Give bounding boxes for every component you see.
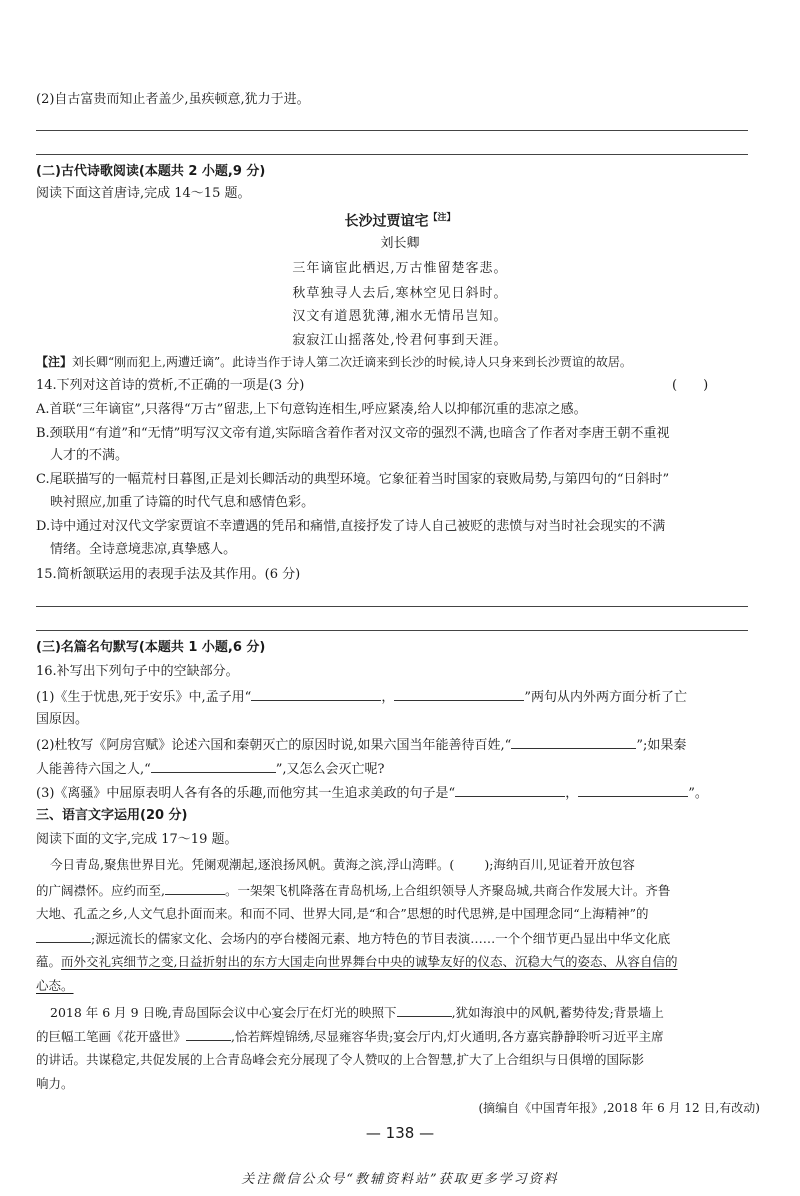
q16-stem: 16.补写出下列句子中的空缺部分。 (36, 664, 239, 679)
underlined-sentence: 而外交礼宾细节之变,日益折射出的东方大国走向世界舞台中央的诚挚友好的仪态、沉稳大气的姿态、从容自信的 (61, 954, 678, 969)
q14-stem: 14.下列对这首诗的赏析,不正确的一项是(3 分) (36, 378, 305, 393)
part-heading: 三、语言文字运用(20 分) (36, 808, 188, 823)
q16-1-line: (1)《生于忧患,死于安乐》中,孟子用“ ， ”两句从内外两方面分析了亡 (36, 686, 687, 708)
passage-line: 的讲话。共谋稳定,共促发展的上合青岛峰会充分展现了令人赞叹的上合智慧,扩大了上合组织与日俱增的国际影 (36, 1052, 644, 1067)
footer-note: 关注微信公众号“教辅资料站”获取更多学习资料 (241, 1172, 559, 1187)
note-text: 刘长卿“刚而犯上,两遭迁谪”。此诗当作于诗人第二次迁谪来到长沙的时候,诗人只身来到长沙贾谊的故居。 (72, 355, 632, 369)
q16-3-line: (3)《离骚》中屈原表明人各有各的乐趣,而他穷其一生追求美政的句子是“ ， ”。 (36, 782, 708, 804)
fill-blank[interactable] (578, 782, 688, 797)
answer-line[interactable] (36, 130, 748, 131)
passage-line: 的巨幅工笔画《花开盛世》 ,恰若辉煌锦绣,尽显雍容华贵;宴会厅内,灯火通明,各方嘉宾静静聆听习近平主席 (36, 1026, 664, 1047)
fill-blank[interactable] (397, 1002, 452, 1017)
passage-line: 的广阔襟怀。应约而至, 。一架架飞机降落在青岛机场,上合组织领导人齐聚岛城,共商合作发展大计。齐鲁 (36, 880, 670, 901)
fill-blank[interactable] (186, 1026, 231, 1041)
q16-2-line: (2)杜牧写《阿房宫赋》论述六国和秦朝灭亡的原因时说,如果六国当年能善待百姓,“ ”;如果秦 (36, 734, 686, 756)
note-label: 【注】 (36, 355, 73, 369)
answer-line[interactable] (36, 606, 748, 607)
instruction: 阅读下面这首唐诗,完成 14～15 题。 (36, 186, 251, 201)
underlined-sentence: 心态。 (36, 978, 74, 993)
passage-line: 蕴。而外交礼宾细节之变,日益折射出的东方大国走向世界舞台中央的诚挚友好的仪态、沉稳大气的姿态、从容自信的 (36, 954, 678, 969)
passage-line: ;源远流长的儒家文化、会场内的亭台楼阁元素、地方特色的节目表演……一个个细节更凸显出中华文化底 (36, 928, 670, 949)
instruction: 阅读下面的文字,完成 17～19 题。 (36, 832, 238, 847)
section-heading: (二)古代诗歌阅读(本题共 2 小题,9 分) (36, 164, 266, 179)
fill-blank[interactable] (151, 758, 276, 773)
poem-title: 长沙过贾谊宅 (344, 213, 429, 230)
poem-note-mark: 【注】 (428, 213, 456, 223)
q15-stem: 15.简析颔联运用的表现手法及其作用。(6 分) (36, 567, 301, 582)
passage-line: 今日青岛,聚焦世界目光。凭阑观潮起,逐浪扬风帆。黄海之滨,浮山湾畔。( );海纳百川,见证着开放包容 (50, 857, 635, 872)
fill-blank[interactable] (455, 782, 565, 797)
q14-answer-paren[interactable]: ( ) (672, 378, 709, 393)
passage-line: 大地、孔孟之乡,人文气息扑面而来。和而不同、世界大同,是“和合”思想的时代思辨,是中国理念同“上海精神”的 (36, 906, 649, 921)
poem-note (36, 352, 632, 372)
q14-option-b-cont: 人才的不满。 (50, 448, 129, 463)
answer-line[interactable] (36, 630, 748, 631)
poem-line: 寂寂江山摇落处,怜君何事到天涯。 (292, 333, 508, 348)
q13-2-text: (2)自古富贵而知止者盖少,虽疾顿意,犹力于进。 (36, 92, 310, 107)
passage-line (36, 976, 74, 996)
fill-blank[interactable] (36, 928, 91, 943)
fill-blank[interactable] (394, 686, 524, 701)
passage-line: 响力。 (36, 1076, 74, 1091)
poem-line: 汉文有道恩犹薄,湘水无情吊岂知。 (292, 309, 508, 324)
fill-blank[interactable] (511, 734, 636, 749)
q14-option-d: D.诗中通过对汉代文学家贾谊不幸遭遇的凭吊和痛惜,直接抒发了诗人自己被贬的悲愤与对当时社会现实的不满 (36, 519, 666, 534)
poem-line: 三年谪宦此栖迟,万古惟留楚客悲。 (292, 261, 508, 276)
q14-option-c-cont: 映衬照应,加重了诗篇的时代气息和感情色彩。 (50, 495, 315, 510)
q16-1-cont: 国原因。 (36, 712, 89, 727)
fill-blank[interactable] (165, 880, 225, 895)
q16-2-cont: 人能善待六国之人,“ ”,又怎么会灭亡呢? (36, 758, 385, 780)
answer-line[interactable] (36, 154, 748, 155)
q14-option-a: A.首联“三年谪宦”,只落得“万古”留悲,上下句意钩连相生,呼应紧凑,给人以抑郁沉重的悲凉之感。 (36, 402, 587, 417)
section-heading: (三)名篇名句默写(本题共 1 小题,6 分) (36, 640, 266, 655)
fill-blank[interactable] (251, 686, 381, 701)
passage-line: 2018 年 6 月 9 日晚,青岛国际会议中心宴会厅在灯光的映照下 ,犹如海浪中的风帆,蓄势待发;背景墙上 (50, 1002, 664, 1023)
source-citation: (摘编自《中国青年报》,2018 年 6 月 12 日,有改动) (478, 1101, 760, 1115)
poem-title-wrap (0, 210, 800, 231)
q14-option-b: B.颈联用“有道”和“无情”明写汉文帝有道,实际暗含着作者对汉文帝的强烈不满,也暗含了作者对李唐王朝不重视 (36, 426, 670, 441)
q14-option-d-cont: 情绪。全诗意境悲凉,真挚感人。 (50, 542, 237, 557)
page-number: — 138 — (365, 1124, 435, 1142)
poem-line: 秋草独寻人去后,寒林空见日斜时。 (292, 286, 508, 301)
poem-author: 刘长卿 (380, 236, 420, 251)
q14-option-c: C.尾联描写的一幅荒村日暮图,正是刘长卿活动的典型环境。它象征着当时国家的衰败局势,与第四句的“日斜时” (36, 472, 670, 487)
